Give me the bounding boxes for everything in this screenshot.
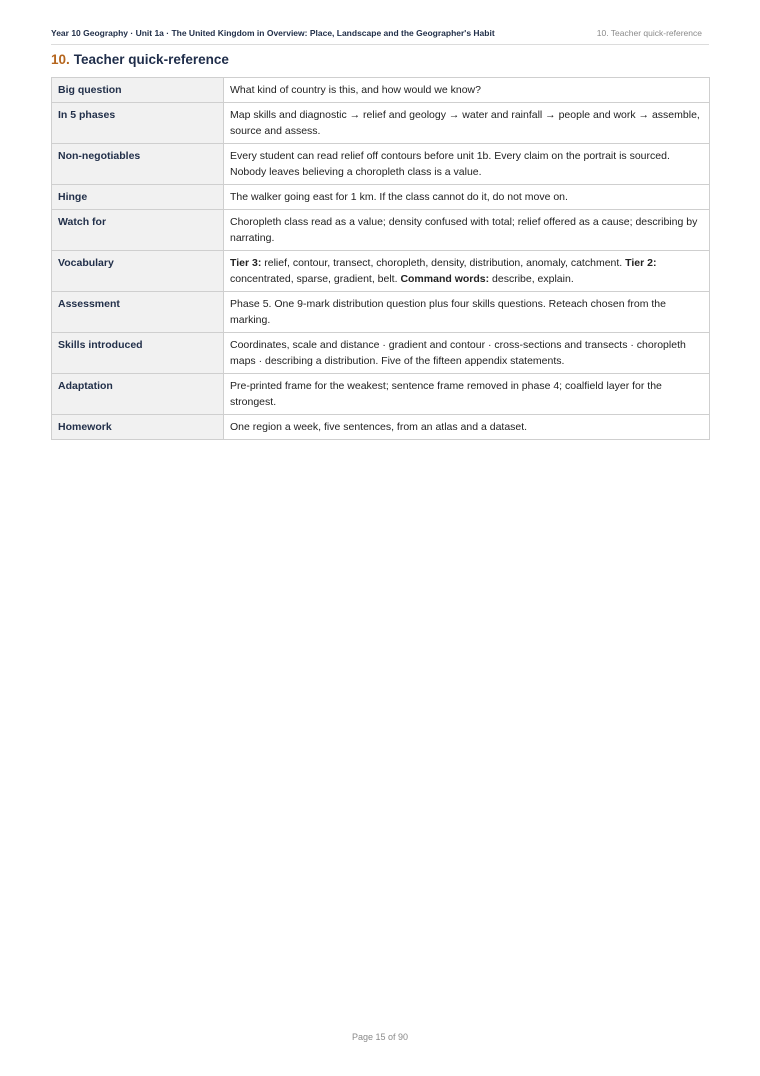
section-title: Teacher quick-reference — [73, 52, 229, 67]
table-row — [52, 292, 710, 333]
row-label: Skills introduced — [52, 333, 224, 374]
table-row — [52, 210, 710, 251]
row-label: Big question — [52, 78, 224, 103]
row-value — [224, 251, 710, 292]
row-value: Choropleth class read as a value; density confused with total; relief offered as a cause; describing by narrating. — [224, 210, 710, 251]
row-label: Vocabulary — [52, 251, 224, 292]
page-number: Page 15 of 90 — [351, 1032, 409, 1042]
document-title: Year 10 Geography · Unit 1a · The United Kingdom in Overview: Place, Landscape and the Geographer's Habit — [51, 28, 495, 38]
row-value: Phase 5. One 9-mark distribution question plus four skills questions. Reteach chosen from the marking. — [224, 292, 710, 333]
row-value: Every student can read relief off contours before unit 1b. Every claim on the portrait is sourced. Nobody leaves believing a choropleth class is a value. — [224, 144, 710, 185]
row-label: In 5 phases — [52, 103, 224, 144]
quick-reference-table — [51, 77, 710, 440]
tier3-terms: relief, contour, transect, choropleth, density, distribution, anomaly, catchment. — [261, 257, 626, 269]
table-row — [52, 78, 710, 103]
row-value: What kind of country is this, and how would we know? — [224, 78, 710, 103]
table-row — [52, 374, 710, 415]
row-value: Coordinates, scale and distance · gradient and contour · cross-sections and transects · choropleth maps · describing a distribution. Five of the fifteen appendix statements. — [224, 333, 710, 374]
table-row — [52, 185, 710, 210]
tier2-terms: concentrated, sparse, gradient, belt. — [230, 273, 401, 285]
row-value: Pre-printed frame for the weakest; sentence frame removed in phase 4; coalfield layer for the strongest. — [224, 374, 710, 415]
table-row — [52, 144, 710, 185]
row-label: Hinge — [52, 185, 224, 210]
table-row — [52, 103, 710, 144]
row-value: The walker going east for 1 km. If the class cannot do it, do not move on. — [224, 185, 710, 210]
row-label: Assessment — [52, 292, 224, 333]
row-label: Adaptation — [52, 374, 224, 415]
table-row — [52, 333, 710, 374]
row-label: Non-negotiables — [52, 144, 224, 185]
tier3-label: Tier 3: — [230, 257, 262, 269]
section-heading — [51, 52, 229, 67]
section-number: 10. — [51, 52, 70, 67]
running-header — [51, 26, 709, 45]
section-reference: 10. Teacher quick-reference — [596, 28, 702, 38]
command-words: describe, explain. — [489, 273, 574, 285]
row-label: Watch for — [52, 210, 224, 251]
tier2-label: Tier 2: — [625, 257, 657, 269]
row-label: Homework — [52, 415, 224, 440]
row-value: One region a week, five sentences, from an atlas and a dataset. — [224, 415, 710, 440]
table-row — [52, 251, 710, 292]
command-words-label: Command words: — [400, 273, 490, 285]
table-row — [52, 415, 710, 440]
row-value: Map skills and diagnostic → relief and geology → water and rainfall → people and work → assemble, source and assess. — [224, 103, 710, 144]
